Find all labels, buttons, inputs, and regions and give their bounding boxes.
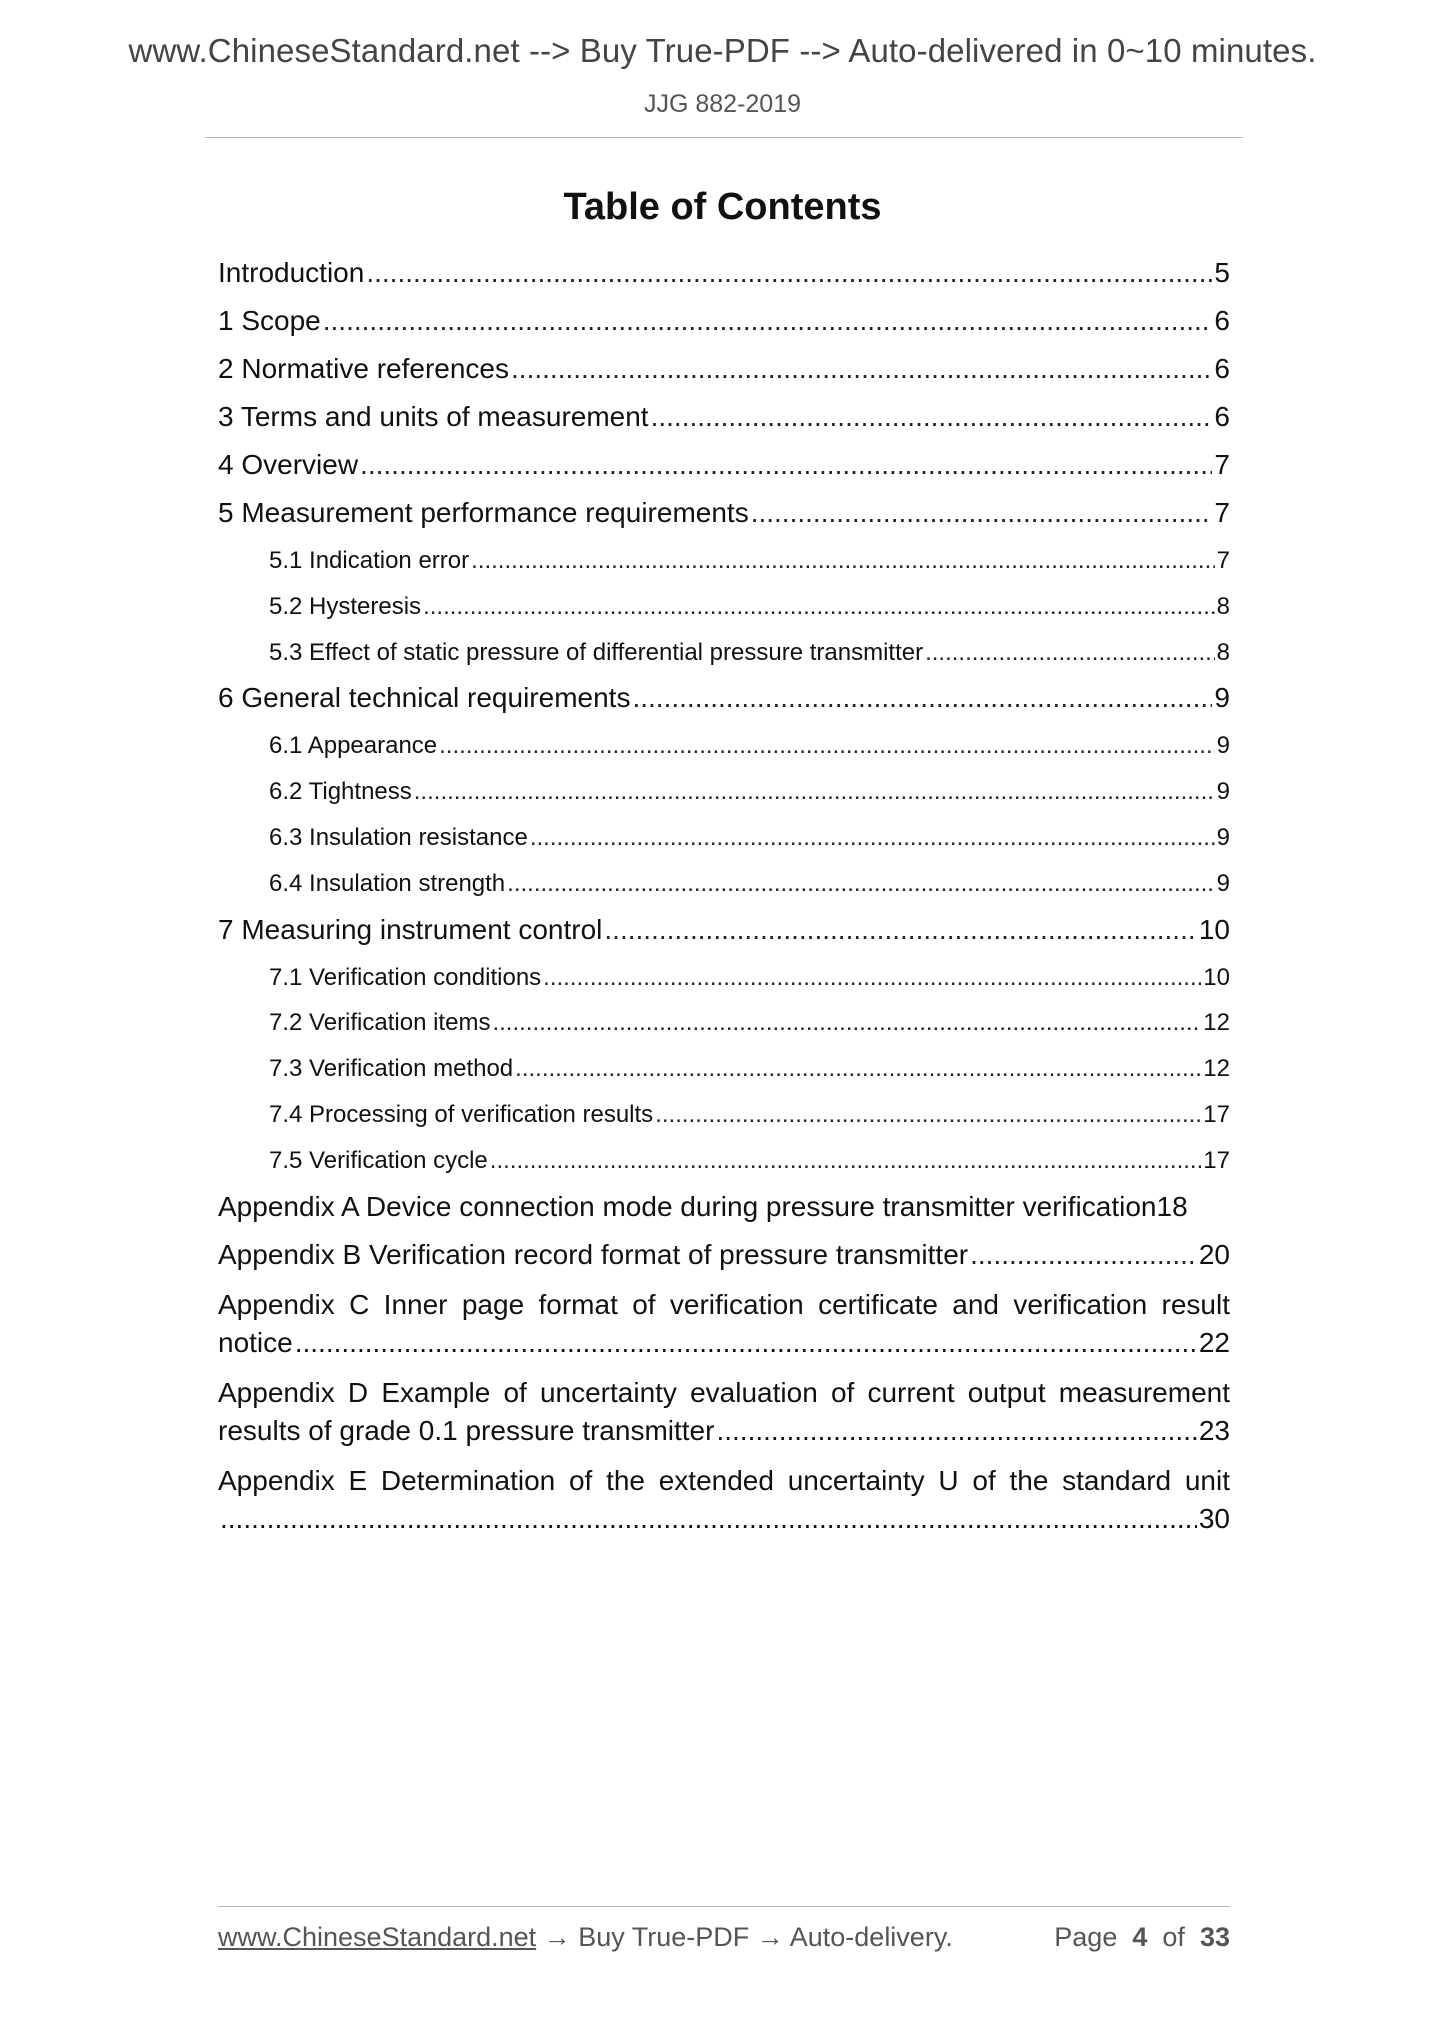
toc-entry-page: 7: [1214, 449, 1230, 480]
toc-entry-introduction[interactable]: [218, 254, 1230, 302]
toc-entry-processing-results[interactable]: [218, 1096, 1230, 1142]
toc-entry-insulation-resistance[interactable]: [218, 819, 1230, 865]
toc-entry-text: Appendix E Determination of the extended uncertainty U of the standard unit: [218, 1464, 1230, 1496]
toc-entry-static-pressure[interactable]: [218, 634, 1230, 680]
toc-entry-page: 7: [1216, 547, 1230, 574]
toc-entry-instrument-control[interactable]: [218, 911, 1230, 959]
table-of-contents: [218, 254, 1230, 1548]
toc-entry-text: Appendix C Inner page format of verification certificate and verification result: [218, 1288, 1230, 1320]
toc-entry-page: 8: [1216, 638, 1230, 666]
toc-entry-text: 6.1 Appearance: [269, 732, 438, 760]
toc-entry-scope[interactable]: [218, 302, 1230, 350]
footer-divider: [218, 1906, 1230, 1907]
toc-entry-text: Appendix D Example of uncertainty evaluation of current output measurement: [218, 1376, 1230, 1408]
toc-entry-text: 4 Overview: [218, 449, 359, 480]
toc-title: Table of Contents: [563, 186, 882, 228]
toc-entry-indication-error[interactable]: [218, 542, 1230, 588]
document-number: JJG 882-2019: [643, 90, 802, 118]
toc-entry-terms-units[interactable]: [218, 398, 1230, 446]
toc-entry-text: 5.1 Indication error: [269, 547, 470, 574]
toc-entry-page: 18: [1156, 1190, 1188, 1222]
toc-entry-page: 6: [1214, 305, 1230, 336]
toc-entry-text: 6.4 Insulation strength: [269, 869, 506, 897]
toc-entry-appendix-e[interactable]: [218, 1462, 1230, 1548]
toc-entry-text: Appendix A Device connection mode during pressure transmitter verification: [218, 1190, 1157, 1222]
toc-entry-hysteresis[interactable]: [218, 588, 1230, 634]
toc-entry-text: 3 Terms and units of measurement: [218, 401, 649, 432]
toc-entry-text: 6.3 Insulation resistance: [269, 823, 528, 851]
toc-entry-text: 6 General technical requirements: [218, 682, 631, 714]
footer-site-link[interactable]: www.ChineseStandard.net: [218, 1922, 537, 1952]
toc-entry-page: 9: [1216, 732, 1230, 760]
current-page: 4: [1132, 1922, 1148, 1952]
toc-entry-page: 17: [1203, 1100, 1230, 1128]
toc-entry-text: 5 Measurement performance requirements: [218, 497, 749, 528]
toc-entry-verification-conditions[interactable]: [218, 959, 1230, 1005]
toc-entry-page: 9: [1216, 778, 1230, 806]
toc-entry-page: 10: [1198, 913, 1230, 945]
toc-entry-text: 7.1 Verification conditions: [269, 963, 542, 991]
toc-entry-page: 30: [1198, 1502, 1230, 1534]
footer-tagline: → Buy True-PDF → Auto-delivery.: [536, 1922, 953, 1952]
toc-entry-page: 6: [1214, 353, 1230, 384]
toc-entry-appendix-b[interactable]: [218, 1236, 1230, 1284]
toc-entry-page: 7: [1214, 497, 1230, 528]
toc-entry-text: 7.3 Verification method: [269, 1055, 514, 1083]
toc-entry-appendix-c[interactable]: [218, 1286, 1230, 1372]
toc-entry-text-continued: notice: [218, 1326, 293, 1358]
header-banner: www.ChineseStandard.net --> Buy True-PDF --> Auto-delivered in 0~10 minutes.: [128, 32, 1317, 69]
toc-entry-text-continued: results of grade 0.1 pressure transmitter: [218, 1414, 715, 1446]
toc-entry-text: 6.2 Tightness: [269, 778, 412, 806]
toc-entry-verification-method[interactable]: [218, 1050, 1230, 1096]
header-divider: [205, 137, 1243, 138]
toc-entry-text: 5.2 Hysteresis: [269, 592, 422, 620]
toc-entry-text: 7.5 Verification cycle: [269, 1146, 488, 1174]
toc-entry-page: 9: [1216, 869, 1230, 897]
toc-entry-tightness[interactable]: [218, 773, 1230, 819]
toc-entry-verification-cycle[interactable]: [218, 1142, 1230, 1188]
toc-entry-text: 5.3 Effect of static pressure of differential pressure transmitter: [269, 638, 924, 666]
toc-entry-page: 9: [1214, 682, 1230, 714]
toc-entry-overview[interactable]: [218, 446, 1230, 494]
toc-entry-text: 1 Scope: [218, 305, 321, 336]
toc-entry-general-technical[interactable]: [218, 679, 1230, 727]
total-pages: 33: [1199, 1922, 1230, 1952]
toc-entry-verification-items[interactable]: [218, 1004, 1230, 1050]
toc-entry-normative-references[interactable]: [218, 350, 1230, 398]
toc-entry-page: 17: [1203, 1146, 1230, 1174]
page-indicator: Page 4 of 33: [1054, 1922, 1230, 1952]
toc-entry-text: 7 Measuring instrument control: [218, 913, 603, 945]
toc-entry-appendix-a[interactable]: [218, 1188, 1230, 1236]
toc-entry-text: 2 Normative references: [218, 353, 510, 384]
toc-entry-page: 10: [1203, 963, 1230, 991]
toc-entry-page: 12: [1203, 1055, 1230, 1083]
toc-entry-insulation-strength[interactable]: [218, 865, 1230, 911]
toc-entry-page: 22: [1198, 1326, 1230, 1358]
toc-entry-page: 23: [1198, 1414, 1230, 1446]
toc-entry-text: Introduction: [218, 257, 365, 288]
toc-entry-text: Appendix B Verification record format of pressure transmitter: [218, 1238, 969, 1270]
toc-entry-appearance[interactable]: [218, 727, 1230, 773]
toc-entry-page: 6: [1214, 401, 1230, 432]
toc-entry-page: 5: [1214, 257, 1230, 288]
toc-entry-measurement-performance[interactable]: [218, 494, 1230, 542]
toc-entry-page: 20: [1198, 1238, 1230, 1270]
toc-entry-page: 9: [1216, 823, 1230, 851]
toc-entry-text: 7.4 Processing of verification results: [269, 1100, 654, 1128]
toc-entry-page: 12: [1203, 1009, 1230, 1037]
toc-entry-appendix-d[interactable]: [218, 1374, 1230, 1460]
toc-entry-page: 8: [1216, 592, 1230, 620]
toc-entry-text: 7.2 Verification items: [269, 1009, 491, 1037]
